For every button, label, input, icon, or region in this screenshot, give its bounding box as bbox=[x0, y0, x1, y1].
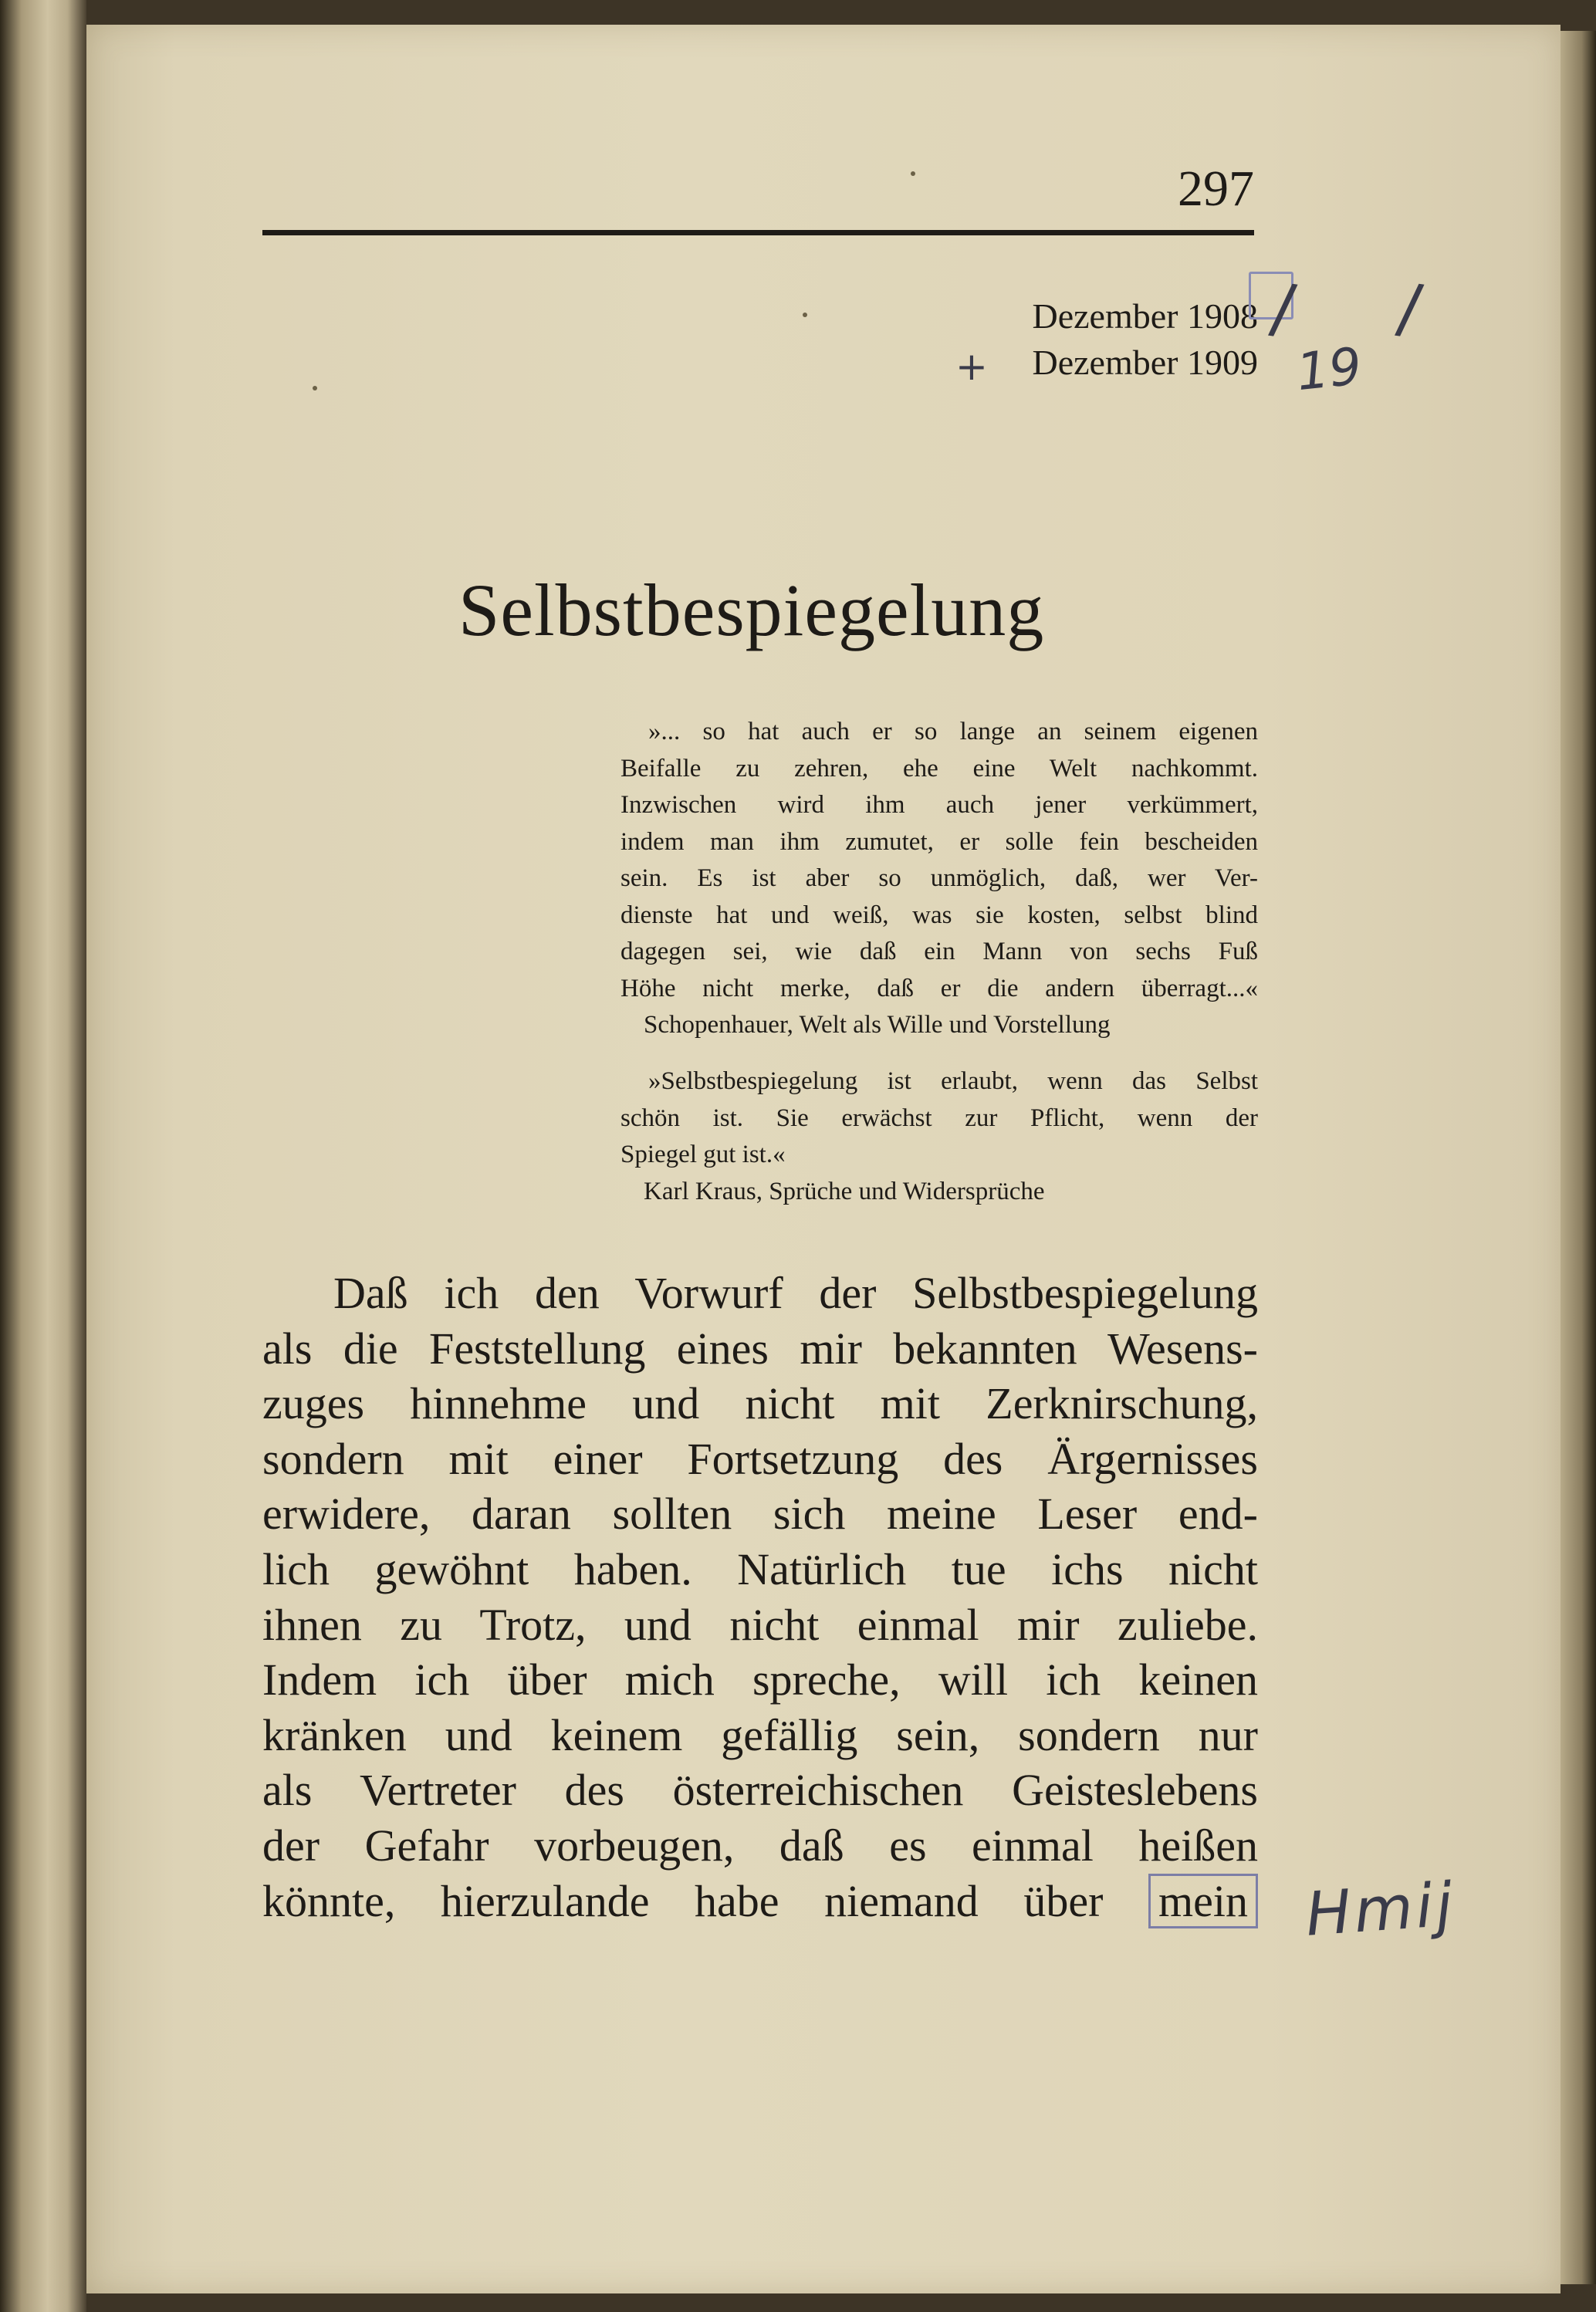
handwritten-margin-note: Hmij bbox=[1304, 1870, 1458, 1950]
body-line: als die Feststellung eines mir bekannten Wesens- bbox=[262, 1323, 1258, 1374]
article-title: Selbstbespiegelung bbox=[458, 569, 1045, 651]
body-line: ihnen zu Trotz, und nicht einmal mir zuliebe. bbox=[262, 1599, 1258, 1650]
body-line: als Vertreter des österreichischen Geisteslebens bbox=[262, 1765, 1258, 1816]
boxed-word: mein bbox=[1148, 1874, 1258, 1928]
epigraph-kraus bbox=[620, 1063, 1258, 1210]
epigraph-line: dienste hat und weiß, was sie kosten, selbst blind bbox=[620, 901, 1258, 929]
epigraph-line: Spiegel gut ist.« bbox=[620, 1141, 786, 1168]
body-line: der Gefahr vorbeugen, daß es einmal heißen bbox=[262, 1820, 1258, 1871]
body-line: kränken und keinem gefällig sein, sondern nur bbox=[262, 1709, 1258, 1760]
page-edge-right bbox=[1560, 31, 1596, 2284]
body-line: Daß ich den Vorwurf der Selbstbespiegelung bbox=[333, 1268, 1258, 1318]
epigraph-line: »Selbstbespiegelung ist erlaubt, wenn das Selbst bbox=[648, 1067, 1258, 1095]
body-line: lich gewöhnt haben. Natürlich tue ichs nicht bbox=[262, 1543, 1258, 1594]
handwritten-slash-2: / bbox=[1393, 269, 1426, 349]
body-last-line bbox=[262, 1874, 1258, 1929]
handwritten-number: 19 bbox=[1293, 336, 1364, 403]
body-line: Indem ich über mich spreche, will ich keinen bbox=[262, 1655, 1258, 1705]
body-text bbox=[262, 1266, 1258, 1928]
handwritten-slash-1: / bbox=[1266, 269, 1300, 349]
body-line: erwidere, daran sollten sich meine Leser end- bbox=[262, 1489, 1258, 1540]
epigraph-line: indem man ihm zumutet, er solle fein bescheiden bbox=[620, 827, 1258, 856]
epigraph-attribution: Karl Kraus, Sprüche und Widersprüche bbox=[644, 1177, 1045, 1205]
body-line: zuges hinnehme und nicht mit Zerknirschung, bbox=[262, 1378, 1258, 1429]
epigraph-line: »... so hat auch er so lange an seinem eigenen bbox=[648, 718, 1258, 745]
date-line-1: Dezember 1908 bbox=[1032, 296, 1258, 336]
paper-speck bbox=[313, 386, 317, 390]
epigraph-line: sein. Es ist aber so unmöglich, daß, wer Ver- bbox=[620, 864, 1258, 892]
paper-speck bbox=[911, 171, 915, 176]
epigraph-schopenhauer bbox=[620, 714, 1258, 1044]
body-line: sondern mit einer Fortsetzung des Ärgernisses bbox=[262, 1433, 1258, 1484]
handwritten-plus: + bbox=[955, 344, 988, 389]
epigraph-line: Inzwischen wird ihm auch jener verkümmert, bbox=[620, 791, 1258, 819]
epigraph-attribution: Schopenhauer, Welt als Wille und Vorstellung bbox=[644, 1011, 1111, 1039]
epigraph-line: dagegen sei, wie daß ein Mann von sechs Fuß bbox=[620, 938, 1258, 965]
date-line-2: Dezember 1909 bbox=[1032, 343, 1258, 382]
epigraph-line: schön ist. Sie erwächst zur Pflicht, wenn der bbox=[620, 1104, 1258, 1132]
page-number: 297 bbox=[1178, 161, 1254, 217]
epigraph-line: Beifalle zu zehren, ehe eine Welt nachkommt. bbox=[620, 754, 1258, 782]
epigraph-line: Höhe nicht merke, daß er die andern überragt...« bbox=[620, 974, 1258, 1002]
book-gutter-left bbox=[0, 0, 86, 2312]
header-rule bbox=[262, 230, 1254, 235]
paper-speck bbox=[803, 313, 807, 317]
body-last-line-text: könnte, hierzulande habe niemand über bbox=[262, 1875, 1104, 1926]
